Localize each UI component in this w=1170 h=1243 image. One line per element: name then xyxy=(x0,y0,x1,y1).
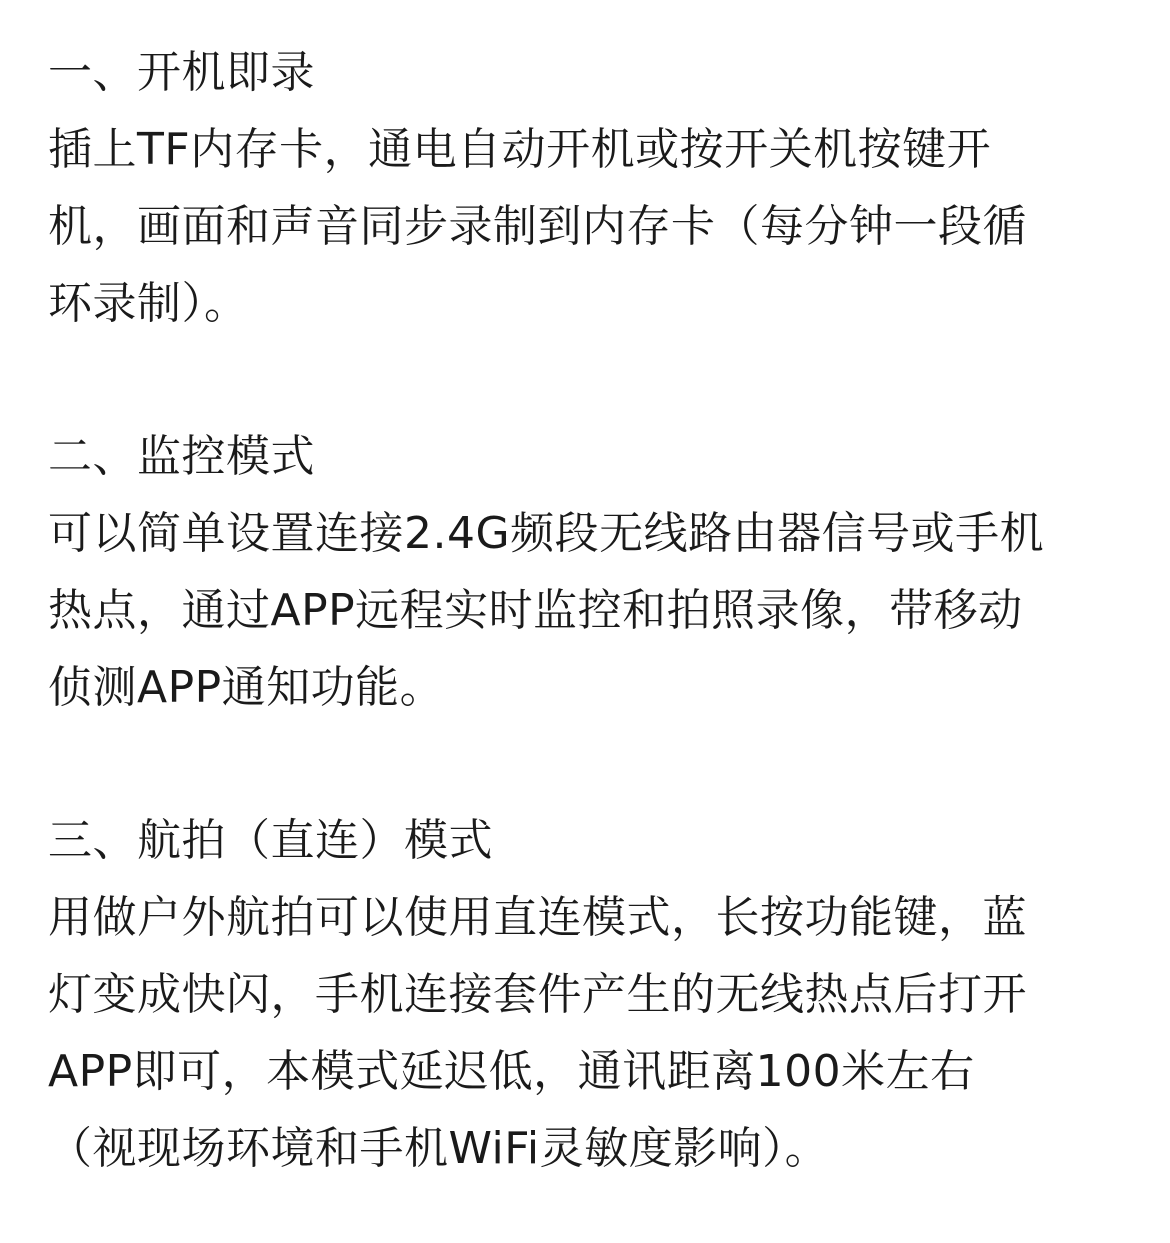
section-monitor-mode xyxy=(48,418,1128,726)
section-power-on-record xyxy=(48,34,1128,342)
section-heading: 二、监控模式 xyxy=(48,431,315,482)
section-text-line: 可以简单设置连接2.4G频段无线路由器信号或手机 xyxy=(48,508,1045,559)
section-text-line: 机，画面和声音同步录制到内存卡（每分钟一段循 xyxy=(48,201,1027,252)
section-text-line: 侦测APP通知功能。 xyxy=(48,662,445,713)
section-text-line: 环录制）。 xyxy=(48,278,249,329)
document-page xyxy=(48,34,1128,1187)
section-text-line: （视现场环境和手机WiFi灵敏度影响）。 xyxy=(48,1123,830,1174)
section-aerial-direct-mode xyxy=(48,802,1128,1187)
section-text-line: 热点，通过APP远程实时监控和拍照录像，带移动 xyxy=(48,585,1023,636)
section-text-line: 灯变成快闪，手机连接套件产生的无线热点后打开 xyxy=(48,969,1027,1020)
section-text-line: 插上TF内存卡，通电自动开机或按开关机按键开 xyxy=(48,124,992,175)
section-text-line: APP即可，本模式延迟低，通讯距离100米左右 xyxy=(48,1046,975,1097)
section-text-line: 用做户外航拍可以使用直连模式，长按功能键，蓝 xyxy=(48,892,1027,943)
section-heading: 一、开机即录 xyxy=(48,47,315,98)
section-heading: 三、航拍（直连）模式 xyxy=(48,815,493,866)
